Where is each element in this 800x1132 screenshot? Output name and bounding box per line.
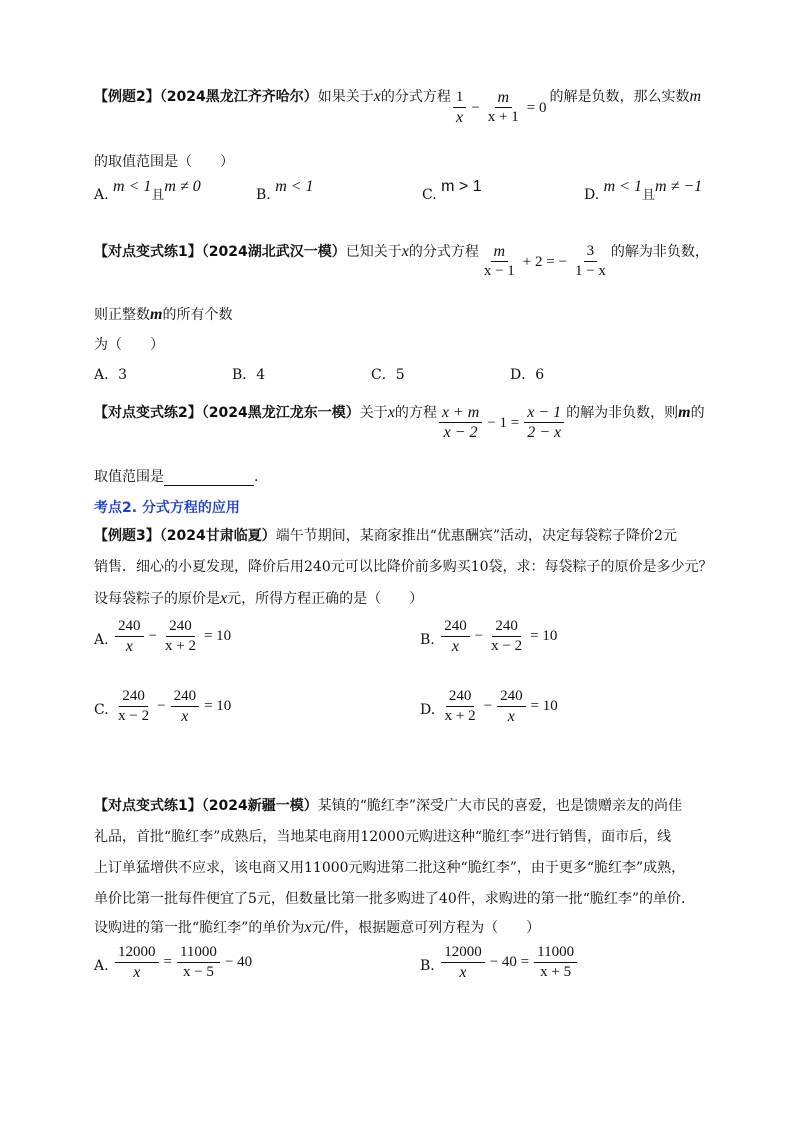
drill-1-line1: 【对点变式练1】（2024湖北武汉一模）已知关于x的分式方程 $\frac{m}{x - 1}$ + 2 = − $\frac{3}{1 - x}$ 的解为非负数， [94, 243, 709, 279]
section-title: 考点2. 分式方程的应用 [94, 500, 240, 516]
variable-m: m [689, 88, 702, 105]
drill-3-line2: 礼品，首批“脆红李”成熟后，当地某电商用12000元购进这种“脆红李”进行销售，面市后，线 [94, 829, 672, 845]
drill-tag: 【对点变式练1】 [94, 244, 202, 260]
example-source: （2024甘肃临夏） [159, 528, 276, 544]
option-d: D．6 [510, 367, 545, 383]
option-a: A. $\frac{240}{x}$ − $\frac{240}{x + 2}$ = 10 [94, 618, 232, 655]
option-b: B．4 [232, 367, 266, 383]
fraction: $\frac{x - 1}{2 - x}$ [524, 404, 564, 441]
option-c: C. $\frac{240}{x - 2}$ − $\frac{240}{x}$ = 10 [94, 688, 232, 725]
drill-3-line5: 设购进的第一批“脆红李”的单价为x元/件，根据题意可列方程为（ ） [94, 919, 541, 936]
fraction: $\frac{m}{x - 1}$ [483, 243, 515, 279]
variable-x: x [373, 88, 381, 105]
drill-2-line2: 取值范围是 . [94, 469, 259, 485]
option-a: A．3 [94, 367, 128, 383]
drill-source: （2024黑龙江龙东一模） [201, 405, 360, 421]
example-3-line1: 【例题3】（2024甘肃临夏）端午节期间，某商家推出“优惠酬宾”活动，决定每袋粽子降价2元 [94, 528, 677, 544]
fraction: $\frac{3}{1 - x}$ [574, 243, 606, 279]
option-d: D. m < 1且m ≠ −1 [584, 178, 703, 203]
option-a: A. $\frac{12000}{x}$ = $\frac{11000}{x - 5}$ − 40 [94, 944, 253, 981]
drill-1-line3: 为（ ） [94, 337, 164, 353]
fraction: $\frac{x + m}{x - 2}$ [439, 404, 482, 441]
option-a: A. m < 1且m ≠ 0 [94, 178, 201, 203]
option-b: B. $\frac{240}{x}$ − $\frac{240}{x - 2}$ = 10 [420, 618, 558, 655]
drill-3-line3: 上订单猛增供不应求，该电商又用11000元购进第二批这种“脆红李”，由于更多“脆红李”成熟， [94, 860, 686, 876]
example-2-line2: 的取值范围是（ ） [94, 154, 234, 170]
example-tag: 【例题3】 [94, 528, 160, 544]
equation: $\frac{m}{x - 1}$ + 2 = − $\frac{3}{1 - x}$ [479, 243, 611, 280]
example-3-line2: 销售．细心的小夏发现，降价后用240元可以比降价前多购买10袋，求：每袋粽子的原价是多少元？ [94, 559, 713, 575]
drill-2-line1: 【对点变式练2】（2024黑龙江龙东一模）关于x的方程 $\frac{x + m}{x - 2}$ − 1 = $\frac{x - 1}{2 - x}$ 的解为非负数，则m的 [94, 404, 705, 441]
equation: $\frac{x + m}{x - 2}$ − 1 = $\frac{x - 1}{2 - x}$ [437, 404, 566, 441]
option-b: B. m < 1 [256, 178, 314, 203]
example-2-line1 [94, 88, 701, 126]
fraction: $\frac{m}{x + 1}$ [487, 89, 519, 125]
drill-tag: 【对点变式练2】 [94, 405, 202, 421]
fraction: $\frac{1}{x}$ [453, 89, 467, 126]
example-3-line3: 设每袋粽子的原价是x元，所得方程正确的是（ ） [94, 590, 424, 607]
text: 的解是负数，那么实数 [549, 89, 690, 105]
answer-blank[interactable] [164, 471, 254, 486]
option-b: B. $\frac{12000}{x}$ − 40 = $\frac{11000}{x + 5}$ [420, 944, 579, 981]
example-source: （2024黑龙江齐齐哈尔） [159, 89, 318, 105]
option-d: D. $\frac{240}{x + 2}$ − $\frac{240}{x}$ = 10 [420, 688, 558, 725]
text: 如果关于 [317, 89, 374, 105]
option-c: C．5 [371, 367, 405, 383]
drill-3-line4: 单价比第一批每件便宜了5元，但数量比第一批多购进了40件，求购进的第一批“脆红李”的单价． [94, 891, 696, 907]
drill-tag: 【对点变式练1】 [94, 798, 202, 814]
drill-source: （2024湖北武汉一模） [201, 244, 346, 260]
drill-1-line2: 则正整数m的所有个数 [94, 306, 233, 323]
text: 的分式方程 [380, 89, 451, 105]
drill-3-line1: 【对点变式练1】（2024新疆一模）某镇的“脆红李”深受广大市民的喜爱，也是馈赠亲友的尚佳 [94, 798, 683, 814]
equation: $\frac{1}{x}$ − $\frac{m}{x + 1}$ = 0 [451, 89, 550, 126]
option-c: C. m > 1 [422, 178, 482, 203]
drill-source: （2024新疆一模） [201, 798, 318, 814]
example-tag: 【例题2】 [94, 89, 160, 105]
